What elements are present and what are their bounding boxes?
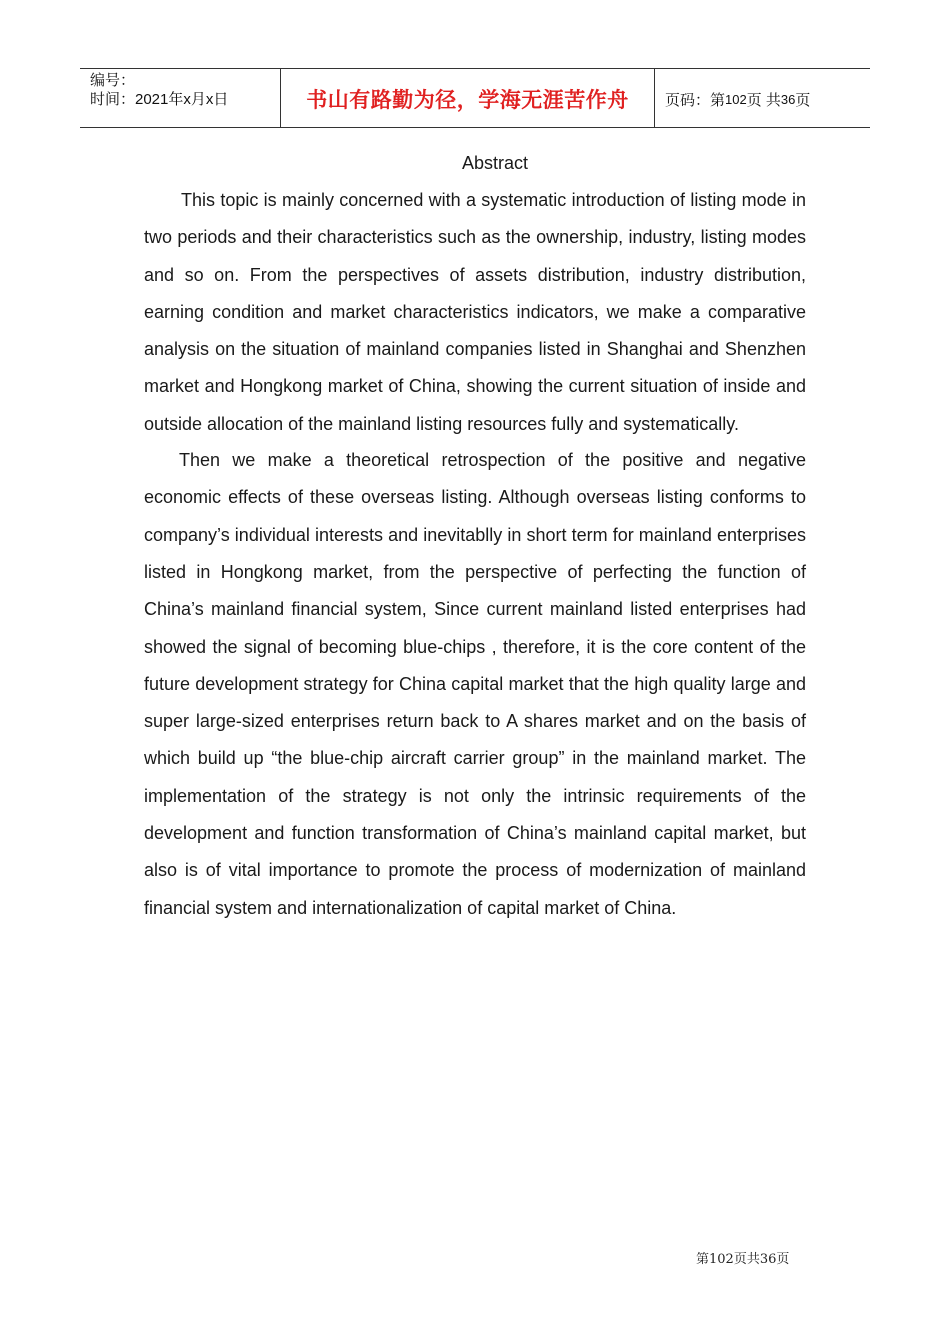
page-label-suffix: 页 [795, 91, 811, 109]
header-meta-cell [80, 69, 281, 127]
page-header [80, 68, 870, 128]
header-motto-cell [281, 69, 655, 127]
abstract-paragraph-2: Then we make a theoretical retrospection of the positive and negative economic effects of these overseas listing. Although overseas listing conforms to company’s individual interests and inevitablly in short term for mainland enterprises listed in Hongkong market, from the perspective of perfecting the function of China’s mainland financial system, Since current mainland listed enterprises had showed the signal of becoming blue-chips , therefore, it is the core content of the future development strategy for China capital market that the high quality large and super large-sized enterprises return back to A shares market and on the basis of which build up “the blue-chip aircraft carrier group” in the mainland market. The implementation of the strategy is not only the intrinsic requirements of the development and function transformation of China’s mainland capital market, but also is of vital importance to promote the process of modernization of mainland financial system and internationalization of capital market of China. [144, 450, 806, 918]
header-page-cell [655, 69, 870, 127]
motto-text: 书山有路勤为径，学海无涯苦作舟 [306, 88, 629, 112]
date-label: 时间：2021年x月x日 [90, 91, 229, 108]
abstract-body [144, 182, 806, 927]
page-current: 102 [725, 91, 747, 107]
page-label-mid: 页 共 [746, 91, 781, 109]
page-label-prefix: 页码：第 [665, 91, 726, 109]
abstract-heading: Abstract [461, 153, 529, 173]
abstract-paragraph-1: This topic is mainly concerned with a systematic introduction of listing mode in two periods and their characteristics such as the ownership, industry, listing modes and so on. From the perspectives of assets distribution, industry distribution, earning condition and market characteristics indicators, we make a comparative analysis on the situation of mainland companies listed in Shanghai and Shenzhen market and Hongkong market of China, showing the current situation of inside and outside allocation of the mainland listing resources fully and systematically. [144, 190, 806, 434]
page-footer: 第102页共36页 [696, 1252, 790, 1267]
number-label: 编号： [90, 72, 136, 89]
page-total: 36 [780, 91, 796, 107]
